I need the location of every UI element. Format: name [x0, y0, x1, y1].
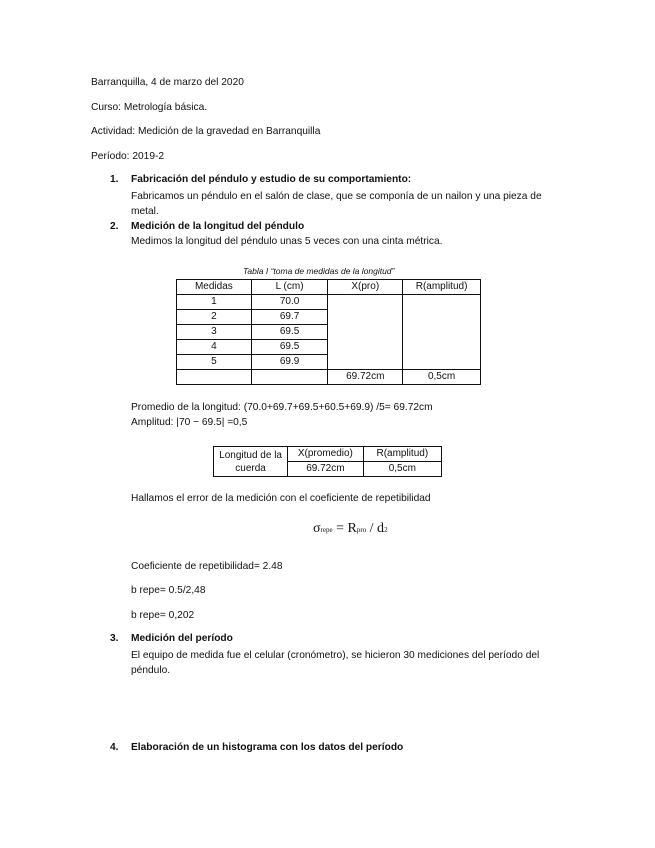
section-3-number: 3. — [110, 633, 119, 644]
section-1-title: Fabricación del péndulo y estudio de su comportamiento: — [131, 174, 412, 185]
section-3-text: El equipo de medida fue el celular (cronómetro), se hicieron 30 mediciones del período del péndulo. — [131, 650, 540, 676]
section-3-title: Medición del período — [131, 633, 233, 644]
table-cell-empty — [328, 295, 403, 370]
table-cell-average: 69.72cm — [328, 370, 403, 385]
section-1-text: Fabricamos un péndulo en el salón de clase, que se componía de un nailon y una pieza de metal. — [131, 191, 542, 217]
table-footer-row — [177, 370, 481, 385]
formula-divide-d: / d — [366, 521, 385, 536]
section-2-text: Medimos la longitud del péndulo unas 5 veces con una cinta métrica. — [131, 236, 443, 247]
table-cell: 69.72cm — [288, 462, 364, 477]
table-row — [214, 447, 442, 462]
amplitude-calculation: Amplitud: |70 − 69.5| =0,5 — [131, 417, 248, 428]
table-header-cell: R(amplitud) — [363, 447, 441, 462]
activity-line: Actividad: Medición de la gravedad en Barranquilla — [91, 126, 321, 137]
course-line: Curso: Metrología básica. — [91, 102, 208, 113]
table-row — [177, 295, 481, 310]
table-cell: 69.7 — [251, 310, 328, 325]
table-cell-length-label: Longitud de la cuerda — [214, 447, 288, 477]
table-cell-empty — [403, 295, 481, 370]
table-cell: 2 — [177, 310, 252, 325]
table-cell — [177, 370, 252, 385]
table-cell — [251, 370, 328, 385]
length-measurements-table — [176, 279, 481, 385]
formula-sigma: σ — [313, 521, 321, 536]
section-4-number: 4. — [110, 742, 119, 753]
formula-equals-r: = R — [332, 521, 357, 536]
section-2-number: 2. — [110, 221, 119, 232]
table-cell: 0,5cm — [363, 462, 441, 477]
b-repe-formula: b repe= 0.5/2,48 — [131, 585, 206, 596]
table-header-cell: X(pro) — [328, 280, 403, 295]
table-cell: 4 — [177, 340, 252, 355]
repeatability-formula — [313, 521, 388, 537]
section-1-number: 1. — [110, 174, 119, 185]
section-2-title: Medición de la longitud del péndulo — [131, 221, 305, 232]
summary-table — [213, 446, 442, 477]
formula-sub-2: 2 — [384, 526, 388, 534]
period-line: Período: 2019-2 — [91, 151, 165, 162]
table-cell: 1 — [177, 295, 252, 310]
table-cell: 69.9 — [251, 355, 328, 370]
table-header-cell: X(promedio) — [288, 447, 364, 462]
table-cell-amplitude: 0,5cm — [403, 370, 481, 385]
table-cell: 69.5 — [251, 325, 328, 340]
table1-caption: Tabla I “toma de medidas de la longitud” — [243, 266, 395, 276]
date-line: Barranquilla, 4 de marzo del 2020 — [91, 77, 244, 88]
table-header-cell: R(amplitud) — [403, 280, 481, 295]
section-4-title: Elaboración de un histograma con los datos del período — [131, 742, 404, 753]
b-repe-result: b repe= 0,202 — [131, 610, 195, 621]
table-header-cell: Medidas — [177, 280, 252, 295]
average-calculation: Promedio de la longitud: (70.0+69.7+69.5+60.5+69.9) /5= 69.72cm — [131, 402, 433, 413]
table-header-cell: L (cm) — [251, 280, 328, 295]
repeatability-coefficient: Coeficiente de repetibilidad= 2.48 — [131, 561, 283, 572]
table-cell: 3 — [177, 325, 252, 340]
table-header-row — [177, 280, 481, 295]
table-cell: 69.5 — [251, 340, 328, 355]
formula-sub-pro: pro — [356, 526, 367, 534]
error-intro: Hallamos el error de la medición con el coeficiente de repetibilidad — [131, 493, 431, 504]
table-cell: 5 — [177, 355, 252, 370]
formula-sub-repe: repe — [320, 526, 333, 534]
table-cell: 70.0 — [251, 295, 328, 310]
